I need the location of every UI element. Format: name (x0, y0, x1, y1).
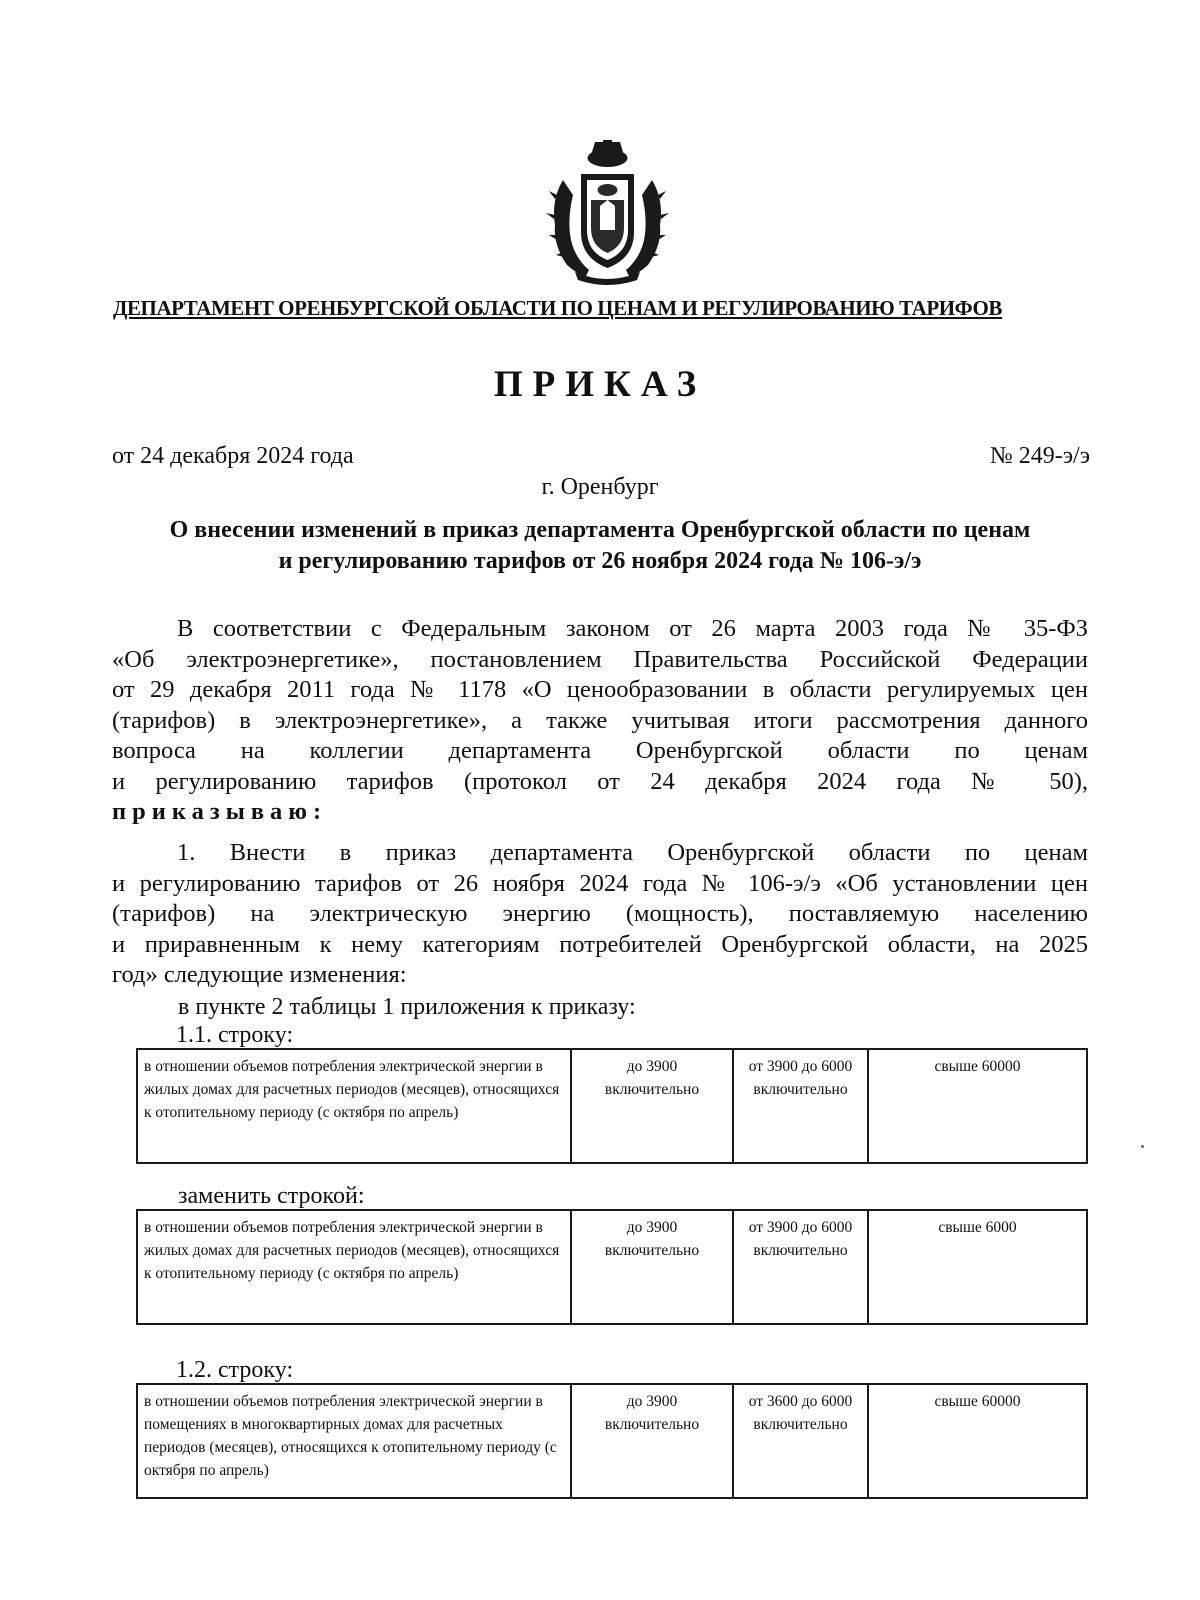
section-label: 1.2. строку: (176, 1357, 294, 1383)
preamble-line: «Об электроэнергетике», постановлением Правительства Российской Федерации (112, 645, 1088, 673)
cell-range-1: до 3900 включительно (571, 1384, 733, 1498)
document-subject (110, 515, 1090, 577)
cell-range-2: от 3900 до 6000 включительно (733, 1210, 868, 1324)
item1-line: и регулированию тарифов от 26 ноября 2024 года № 106-э/э «Об установлении цен (112, 869, 1088, 897)
tariff-row-table (136, 1209, 1088, 1325)
item1-line: год» следующие изменения: (112, 961, 407, 988)
subject-line: О внесении изменений в приказ департамента Оренбургской области по ценам (169, 517, 1031, 543)
cell-range-3: свыше 60000 (868, 1384, 1087, 1498)
preamble-line: и регулированию тарифов (протокол от 24 декабря 2024 года № 50), (112, 767, 1088, 795)
order-line (112, 797, 1088, 828)
sub-intro: в пункте 2 таблицы 1 приложения к приказу: (178, 994, 636, 1020)
table-row (137, 1384, 1087, 1498)
item1-line: и приравненным к нему категориям потребителей Оренбургской области, на 2025 (112, 930, 1088, 958)
cell-range-3: свыше 60000 (868, 1049, 1087, 1163)
cell-range-1: до 3900 включительно (571, 1210, 733, 1324)
document-number: № 249-э/э (989, 443, 1090, 469)
item1-paragraph (112, 838, 1088, 991)
cell-range-2: от 3900 до 6000 включительно (733, 1049, 868, 1163)
item1-line: 1. Внести в приказ департамента Оренбургской области по ценам (177, 839, 1088, 866)
table-row (137, 1210, 1087, 1324)
section-label: заменить строкой: (178, 1183, 365, 1209)
document-type-title: ПРИКАЗ (493, 364, 707, 405)
preamble-paragraph (112, 614, 1088, 828)
coat-of-arms-emblem (545, 140, 670, 285)
subject-line: и регулированию тарифов от 26 ноября 2024 года № 106-э/э (278, 548, 922, 574)
tariff-row-table (136, 1383, 1088, 1499)
order-colon: : (313, 798, 322, 825)
cell-range-3: свыше 6000 (868, 1210, 1087, 1324)
cell-range-1: до 3900 включительно (571, 1049, 733, 1163)
tariff-row-table (136, 1048, 1088, 1164)
preamble-line: вопроса на коллегии департамента Оренбургской области по ценам (112, 737, 1088, 764)
preamble-line: от 29 декабря 2011 года № 1178 «О ценообразовании в области регулируемых цен (112, 676, 1088, 703)
preamble-line: (тарифов) в электроэнергетике», а также учитывая итоги рассмотрения данного (112, 706, 1088, 734)
cell-description: в отношении объемов потребления электрической энергии в жилых домах для расчетных периодов (месяцев), относящихся к отопительному периоду (с октября по апрель) (137, 1049, 571, 1163)
item1-line: (тарифов) на электрическую энергию (мощность), поставляемую населению (112, 900, 1088, 927)
order-word: приказываю (112, 798, 314, 825)
scan-speck (1141, 1145, 1144, 1148)
cell-description: в отношении объемов потребления электрической энергии в жилых домах для расчетных периодов (месяцев), относящихся к отопительному периоду (с октября по апрель) (137, 1210, 571, 1324)
document-city: г. Оренбург (541, 474, 659, 500)
department-name: ДЕПАРТАМЕНТ ОРЕНБУРГСКОЙ ОБЛАСТИ ПО ЦЕНАМ И РЕГУЛИРОВАНИЮ ТАРИФОВ (113, 296, 1002, 320)
cell-description: в отношении объемов потребления электрической энергии в помещениях в многоквартирных домах для расчетных периодов (месяцев), относящихся к отопительному периоду (с октября по апрель) (137, 1384, 571, 1498)
cell-range-2: от 3600 до 6000 включительно (733, 1384, 868, 1498)
coat-of-arms-icon (545, 140, 670, 285)
section-label: 1.1. строку: (176, 1022, 294, 1048)
table-row (137, 1049, 1087, 1163)
document-date: от 24 декабря 2024 года (112, 443, 354, 469)
preamble-line: В соответствии с Федеральным законом от 26 марта 2003 года № 35-ФЗ (177, 615, 1088, 642)
